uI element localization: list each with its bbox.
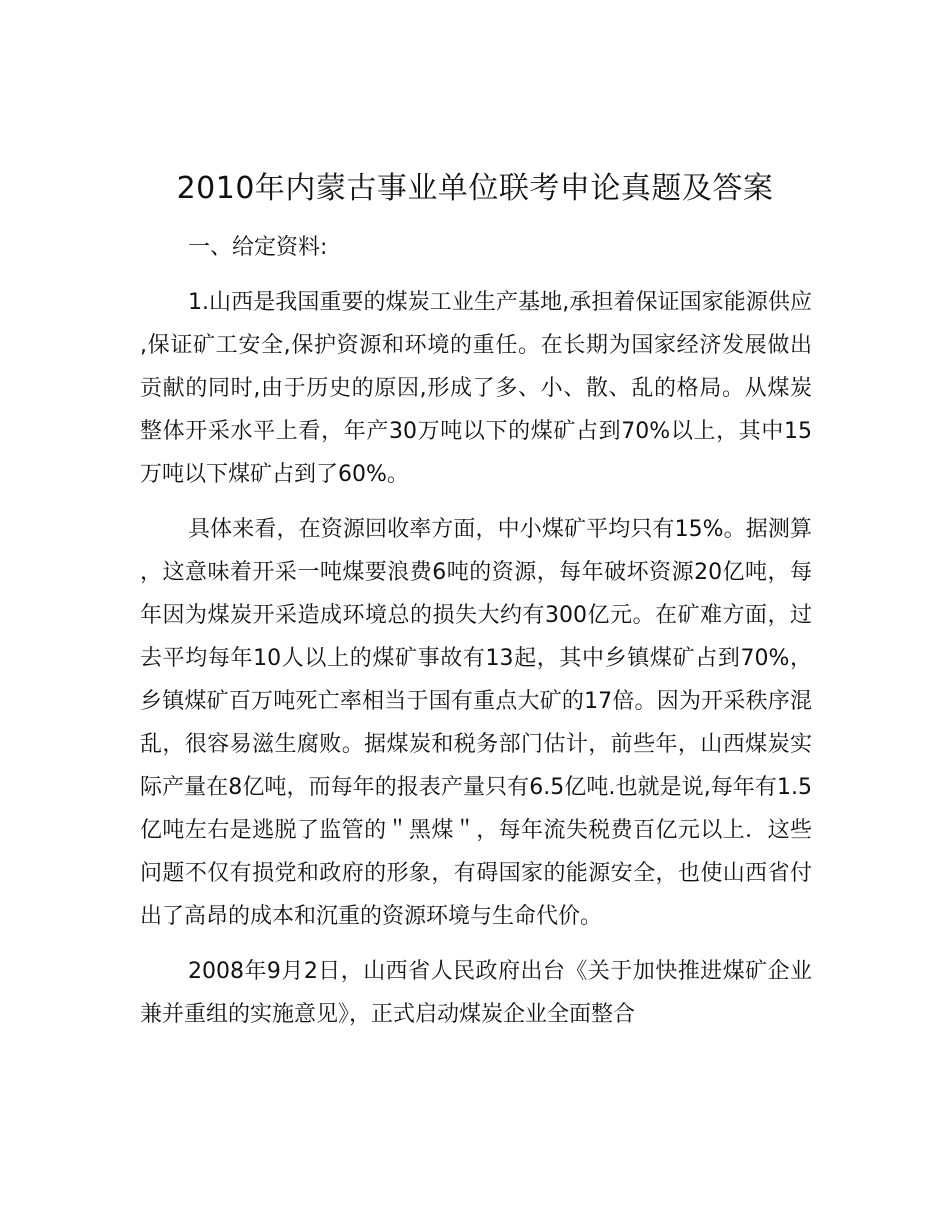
document-body	[140, 226, 812, 1048]
section-heading: 一、给定资料:	[188, 235, 328, 260]
paragraph-3: 2008年9月2日，山西省人民政府出台《关于加快推进煤矿企业兼并重组的实施意见》，正式启动煤炭企业全面整合	[140, 959, 812, 1027]
paragraph-2: 具体来看，在资源回收率方面，中小煤矿平均只有15%。据测算，这意味着开采一吨煤要浪费6吨的资源，每年破坏资源20亿吨，每年因为煤炭开采造成环境总的损失大约有300亿元。在矿难方面，过去平均每年10人以上的煤矿事故有13起，其中乡镇煤矿占到70%，乡镇煤矿百万吨死亡率相当于国有重点大矿的17倍。因为开采秩序混乱，很容易滋生腐败。据煤炭和税务部门估计，前些年，山西煤炭实际产量在8亿吨，而每年的报表产量只有6.5亿吨.也就是说,每年有1.5亿吨左右是逃脱了监管的＂黑煤＂，每年流失税费百亿元以上．这些问题不仅有损党和政府的形象，有碍国家的能源安全，也使山西省付出了高昂的成本和沉重的资源环境与生命代价。	[140, 517, 812, 929]
paragraph-1: 1.山西是我国重要的煤炭工业生产基地,承担着保证国家能源供应,保证矿工安全,保护资源和环境的重任。在长期为国家经济发展做出贡献的同时,由于历史的原因,形成了多、小、散、乱的格局。从煤炭整体开采水平上看，年产30万吨以下的煤矿占到70%以上，其中15万吨以下煤矿占到了60%。	[140, 290, 812, 487]
page-title: 2010年内蒙古事业单位联考申论真题及答案	[176, 171, 774, 206]
